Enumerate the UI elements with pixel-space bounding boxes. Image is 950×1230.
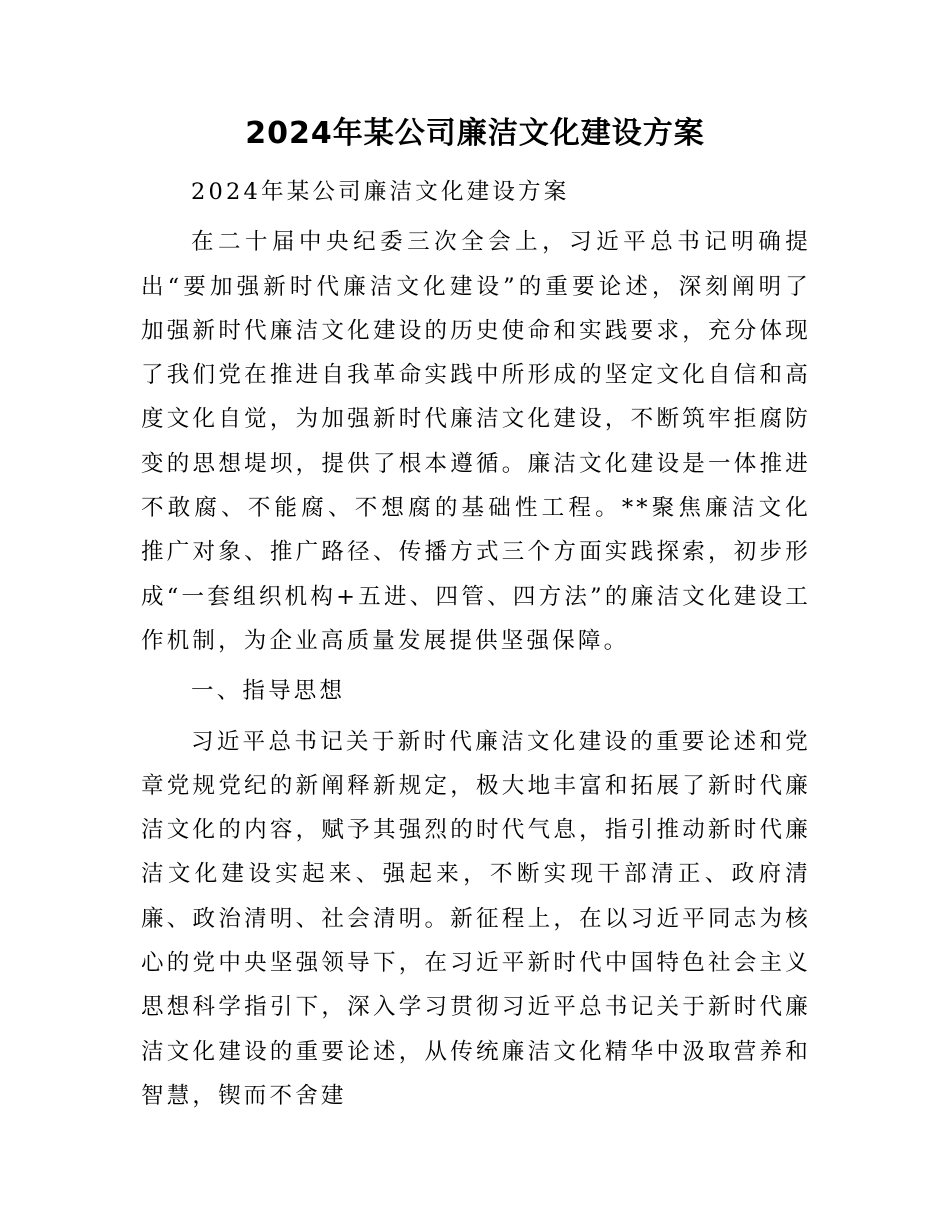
document-body bbox=[141, 170, 811, 1124]
section-paragraph-guiding-ideology: 习近平总书记关于新时代廉洁文化建设的重要论述和党章党规党纪的新阐释新规定，极大地丰富和拓展了新时代廉洁文化的内容，赋予其强烈的时代气息，指引推动新时代廉洁文化建设实起来、强起来，不断实现干部清正、政府清廉、政治清明、社会清明。新征程上，在以习近平同志为核心的党中央坚强领导下，在习近平新时代中国特色社会主义思想科学指引下，深入学习贯彻习近平总书记关于新时代廉洁文化建设的重要论述，从传统廉洁文化精华中汲取营养和智慧，锲而不舍建 bbox=[141, 728, 811, 1109]
intro-paragraph: 在二十届中央纪委三次全会上，习近平总书记明确提出“要加强新时代廉洁文化建设”的重要论述，深刻阐明了加强新时代廉洁文化建设的历史使命和实践要求，充分体现了我们党在推进自我革命实践中所形成的坚定文化自信和高度文化自觉，为加强新时代廉洁文化建设，不断筑牢拒腐防变的思想堤坝，提供了根本遵循。廉洁文化建设是一体推进不敢腐、不能腐、不想腐的基础性工程。**聚焦廉洁文化推广对象、推广路径、传播方式三个方面实践探索，初步形成“一套组织机构+五进、四管、四方法”的廉洁文化建设工作机制，为企业高质量发展提供坚强保障。 bbox=[141, 229, 811, 654]
document-title: 2024年某公司廉洁文化建设方案 bbox=[245, 116, 705, 151]
section-heading-guiding-ideology: 一、指导思想 bbox=[191, 678, 346, 705]
subtitle-paragraph: 2024年某公司廉洁文化建设方案 bbox=[191, 179, 570, 205]
